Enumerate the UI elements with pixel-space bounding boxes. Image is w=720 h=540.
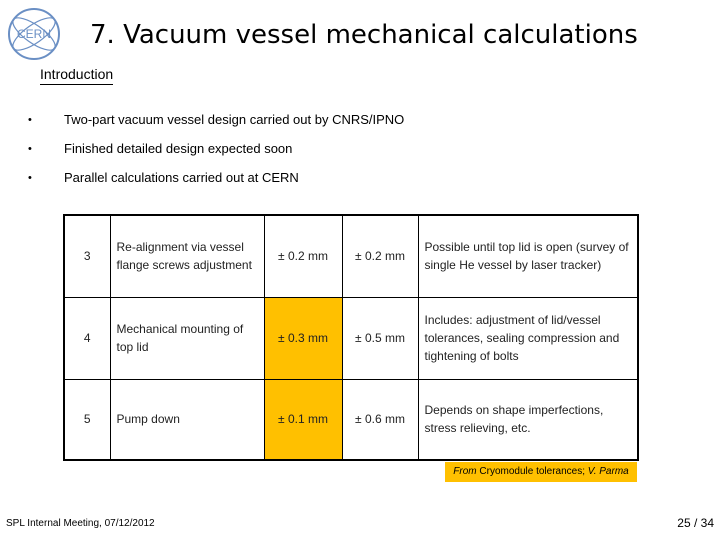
section-heading-introduction: Introduction bbox=[40, 66, 113, 85]
step-note: Possible until top lid is open (survey of single He vessel by laser tracker) bbox=[418, 215, 638, 297]
step-number: 4 bbox=[64, 297, 110, 379]
tolerance-value-2: ± 0.2 mm bbox=[342, 215, 418, 297]
step-note: Depends on shape imperfections, stress relieving, etc. bbox=[418, 379, 638, 460]
step-description: Mechanical mounting of top lid bbox=[110, 297, 264, 379]
bullet-list bbox=[28, 110, 404, 197]
table-row bbox=[64, 215, 638, 297]
bullet-item bbox=[28, 139, 404, 168]
step-note: Includes: adjustment of lid/vessel tolerances, sealing compression and tightening of bolts bbox=[418, 297, 638, 379]
tolerance-value-1: ± 0.2 mm bbox=[264, 215, 342, 297]
table-row bbox=[64, 379, 638, 460]
step-number: 5 bbox=[64, 379, 110, 460]
footer-meeting: SPL Internal Meeting, 07/12/2012 bbox=[6, 518, 155, 529]
source-lead: From bbox=[453, 466, 477, 477]
svg-text:CERN: CERN bbox=[16, 27, 52, 41]
tolerance-value-2: ± 0.6 mm bbox=[342, 379, 418, 460]
bullet-icon: • bbox=[28, 172, 32, 184]
bullet-item bbox=[28, 168, 404, 197]
bullet-icon: • bbox=[28, 143, 32, 155]
tolerance-value-2: ± 0.5 mm bbox=[342, 297, 418, 379]
bullet-icon: • bbox=[28, 114, 32, 126]
step-number: 3 bbox=[64, 215, 110, 297]
source-author: V. Parma bbox=[587, 466, 629, 477]
tolerance-value-1-highlighted: ± 0.1 mm bbox=[264, 379, 342, 460]
table-row bbox=[64, 297, 638, 379]
step-description: Re-alignment via vessel flange screws adjustment bbox=[110, 215, 264, 297]
source-text: Cryomodule tolerances; bbox=[479, 466, 585, 477]
source-citation bbox=[445, 462, 637, 482]
tolerance-value-1-highlighted: ± 0.3 mm bbox=[264, 297, 342, 379]
page-number: 25 / 34 bbox=[677, 516, 714, 530]
bullet-text: Finished detailed design expected soon bbox=[64, 141, 293, 156]
bullet-text: Parallel calculations carried out at CERN bbox=[64, 170, 299, 185]
tolerance-table bbox=[63, 214, 639, 461]
bullet-text: Two-part vacuum vessel design carried out by CNRS/IPNO bbox=[64, 112, 405, 127]
cern-logo-icon bbox=[6, 6, 62, 62]
slide-title: 7. Vacuum vessel mechanical calculations bbox=[90, 20, 638, 50]
bullet-item bbox=[28, 110, 404, 139]
step-description: Pump down bbox=[110, 379, 264, 460]
